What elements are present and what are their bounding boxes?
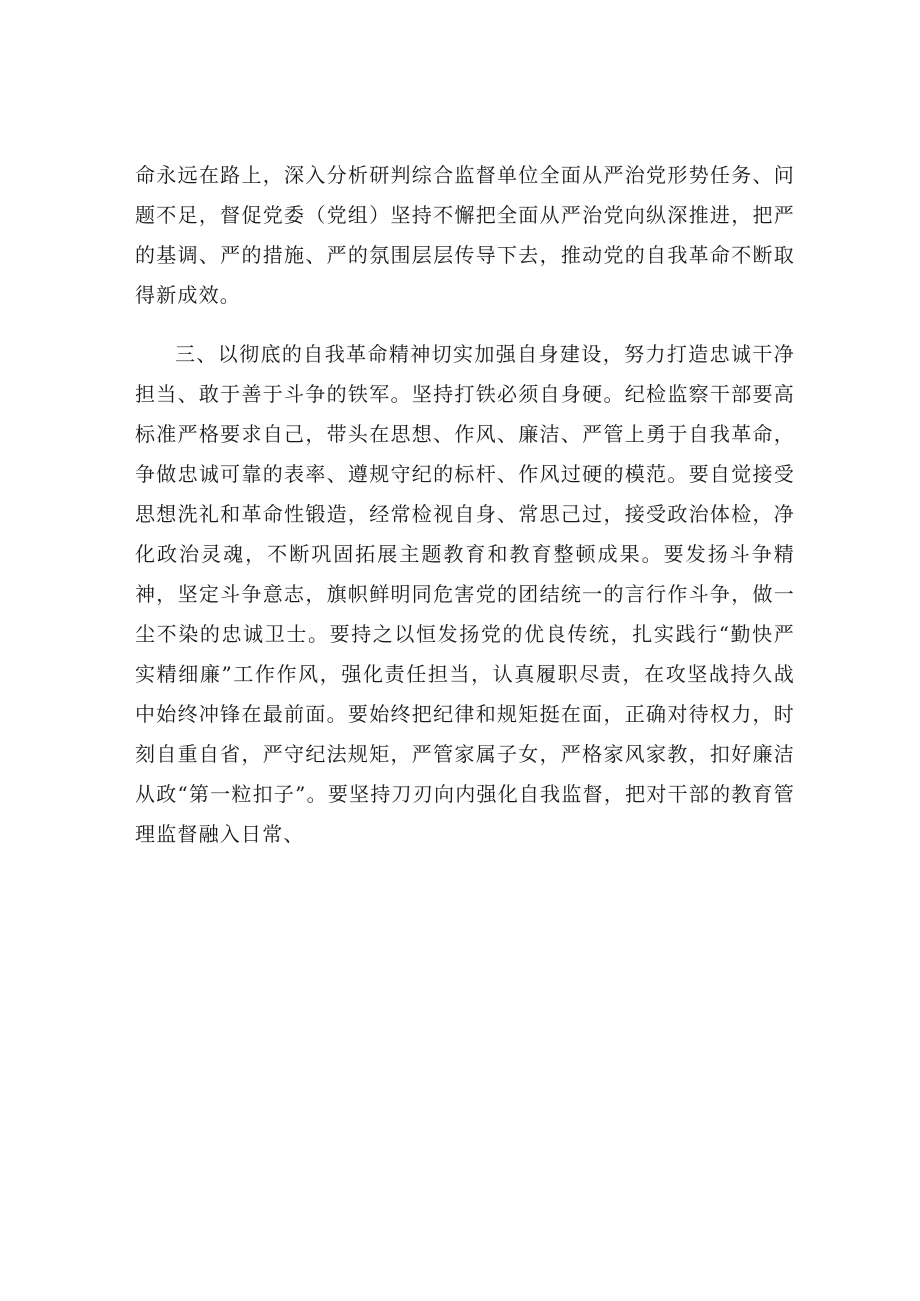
document-body xyxy=(135,155,795,854)
paragraph-section-three: 三、以彻底的自我革命精神切实加强自身建设，努力打造忠诚干净担当、敢于善于斗争的铁军。坚持打铁必须自身硬。纪检监察干部要高标准严格要求自己，带头在思想、作风、廉洁、严管上勇于自我革命，争做忠诚可靠的表率、遵规守纪的标杆、作风过硬的模范。要自觉接受思想洗礼和革命性锻造，经常检视自身、常思己过，接受政治体检，净化政治灵魂，不断巩固拓展主题教育和教育整顿成果。要发扬斗争精神，坚定斗争意志，旗帜鲜明同危害党的团结统一的言行作斗争，做一尘不染的忠诚卫士。要持之以恒发扬党的优良传统，扎实践行“勤快严实精细廉”工作作风，强化责任担当，认真履职尽责，在攻坚战持久战中始终冲锋在最前面。要始终把纪律和规矩挺在面，正确对待权力，时刻自重自省，严守纪法规矩，严管家属子女，严格家风家教，扣好廉洁从政“第一粒扣子”。要坚持刀刃向内强化自我监督，把对干部的教育管理监督融入日常、 xyxy=(135,342,795,846)
paragraph-continuation: 命永远在路上，深入分析研判综合监督单位全面从严治党形势任务、问题不足，督促党委（党组）坚持不懈把全面从严治党向纵深推进，把严的基调、严的措施、严的氛围层层传导下去，推动党的自我革命不断取得新成效。 xyxy=(135,163,795,307)
